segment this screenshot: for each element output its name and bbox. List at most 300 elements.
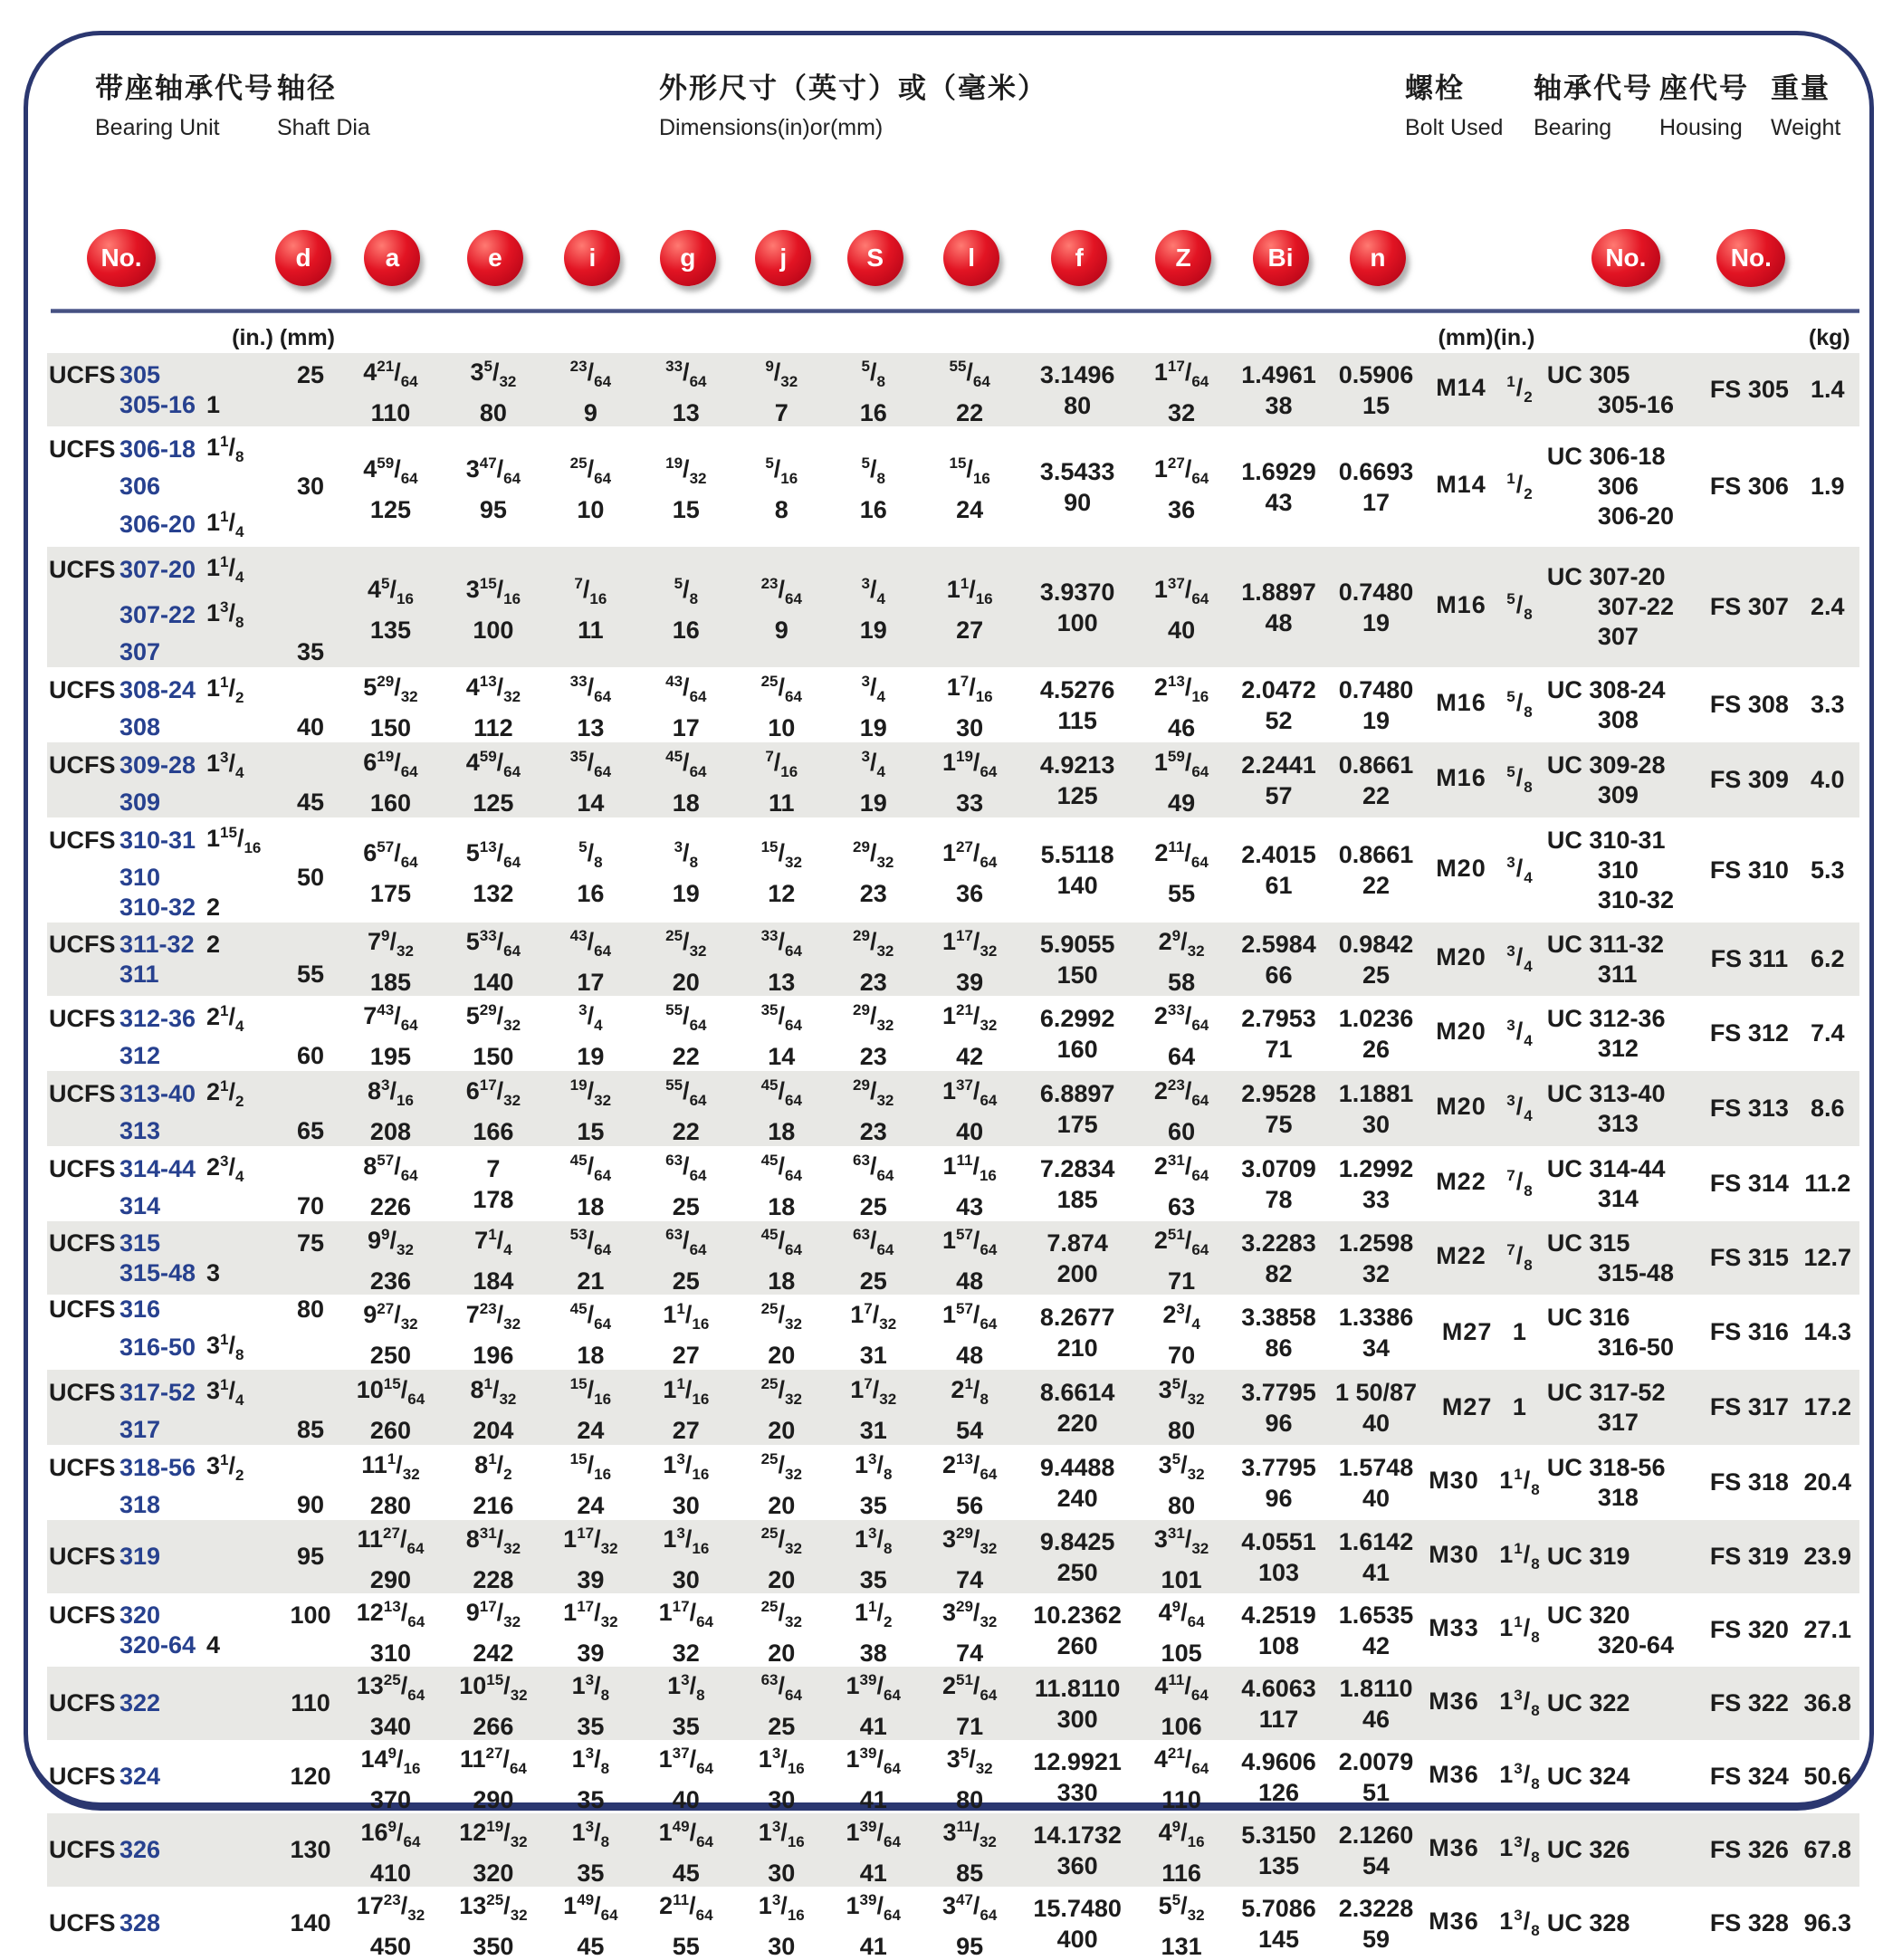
value-inch: 0.8661 xyxy=(1338,751,1414,779)
value-mm: 260 xyxy=(369,1417,411,1444)
value-inch: $1^{59}/_{64}$ xyxy=(1153,748,1209,780)
dim-n-cell xyxy=(1330,1295,1422,1370)
value-inch xyxy=(570,450,611,492)
badge-cell-n xyxy=(1332,230,1424,286)
dim-z-cell xyxy=(1135,547,1228,667)
value-inch: $4^5/_{16}$ xyxy=(367,575,414,607)
weight-value: 1.4 xyxy=(1811,376,1845,403)
dim-z-cell xyxy=(1135,996,1228,1071)
dim-a-cell xyxy=(339,667,441,742)
value-inch: $1^3/_8$ xyxy=(571,1745,610,1777)
value-inch: 5.3150 xyxy=(1241,1821,1316,1849)
l-column-badge: l xyxy=(943,230,999,286)
fraction: $^{25}/_{32}$ xyxy=(665,927,707,960)
fraction: $^9/_{16}$ xyxy=(1171,1818,1205,1850)
value-inch: $1^{57}/_{64}$ xyxy=(941,1300,998,1333)
dim-s-cell xyxy=(828,1667,919,1740)
fraction: $^{45}/_{64}$ xyxy=(760,1076,802,1109)
value-mm: 175 xyxy=(369,879,411,907)
bearing-number: UC 322 xyxy=(1546,1689,1630,1716)
dim-i-cell xyxy=(545,1813,636,1887)
fraction: $^{63}/_{64}$ xyxy=(853,1226,894,1258)
dim-bi-cell xyxy=(1229,1740,1329,1813)
value-mm: 25 xyxy=(1362,961,1390,989)
value-inch: 11.8110 xyxy=(1034,1674,1121,1702)
dim-e-cell xyxy=(443,1370,544,1445)
value-mm: 54 xyxy=(1362,1851,1390,1879)
value-inch xyxy=(853,997,894,1039)
value-mm: 71 xyxy=(956,1713,984,1740)
fraction: $^5/_8$ xyxy=(861,358,885,390)
value-inch: 3.9370 xyxy=(1039,578,1115,606)
dim-a-cell xyxy=(339,1445,441,1520)
bolt-size: M20 $^3/_4$ xyxy=(1436,942,1534,975)
bolt-cell xyxy=(1423,426,1545,547)
badge-cell-e xyxy=(444,230,546,286)
value-mm: 18 xyxy=(577,1342,605,1369)
value-inch xyxy=(570,1147,611,1190)
value-mm: 35 xyxy=(859,1492,887,1519)
ucfs-prefix: UCFS xyxy=(49,555,116,583)
bearing-unit-no-cell xyxy=(49,1445,339,1520)
value-inch: 8.6614 xyxy=(1039,1378,1115,1406)
value-mm: 95 xyxy=(956,1933,984,1960)
fraction: $^1/_{16}$ xyxy=(676,1375,710,1408)
fraction: $^1/_4$ xyxy=(488,1226,512,1258)
bearing-unit-no-cell xyxy=(49,742,339,817)
value-mm: 80 xyxy=(1064,391,1092,419)
weight-cell xyxy=(1798,667,1858,742)
value-mm: 80 xyxy=(1168,1492,1196,1519)
dim-j-cell xyxy=(736,426,827,547)
value-inch: 2.4015 xyxy=(1241,841,1316,868)
units-cell-i xyxy=(547,319,637,351)
fraction: $^3/_8$ xyxy=(1514,1760,1541,1793)
unit-number: 306 xyxy=(119,473,161,500)
dim-s-cell xyxy=(828,353,919,426)
dim-z-cell xyxy=(1135,1740,1228,1813)
bearing-no-cell xyxy=(1547,1221,1701,1295)
dim-i-cell xyxy=(545,353,636,426)
ucfs-prefix: UCFS xyxy=(49,1378,116,1406)
value-mm: 16 xyxy=(672,617,700,644)
shaft-dia-mm: 100 xyxy=(290,1601,331,1629)
value-inch: $12^{13}/_{64}$ xyxy=(356,1598,425,1630)
unit-number: 315-48 xyxy=(119,1258,196,1286)
value-inch: $1^1/_{16}$ xyxy=(663,1375,710,1408)
value-inch xyxy=(665,668,706,711)
fraction: $^3/_4$ xyxy=(1506,853,1534,886)
fraction: $^{43}/_{64}$ xyxy=(665,673,707,705)
fraction: $^{49}/_{64}$ xyxy=(577,1891,618,1924)
dim-s-cell xyxy=(828,996,919,1071)
fraction: $^1/_2$ xyxy=(488,1450,512,1483)
fraction: $^{55}/_{64}$ xyxy=(949,358,990,390)
fraction: $^{15}/_{32}$ xyxy=(760,837,802,871)
housing-no-cell xyxy=(1702,1295,1796,1370)
value-inch: 3.7795 xyxy=(1241,1378,1316,1406)
dim-a-cell xyxy=(339,996,441,1071)
header-bearing-unit-en: Bearing Unit xyxy=(95,115,220,140)
ucfs-prefix: UCFS xyxy=(49,1836,116,1863)
housing-no-cell xyxy=(1702,1146,1796,1221)
value-mm: 9 xyxy=(583,399,597,426)
housing-number: FS 308 xyxy=(1709,691,1789,718)
table-row xyxy=(47,1667,1859,1740)
dim-z-cell xyxy=(1135,667,1228,742)
unit-number: 305 xyxy=(119,360,161,388)
value-inch: $1^{39}/_{64}$ xyxy=(846,1818,901,1850)
dim-a-cell xyxy=(339,1071,441,1146)
value-mm: 32 xyxy=(1362,1259,1390,1287)
fraction: $^3/_8$ xyxy=(681,1671,705,1704)
dim-g-cell xyxy=(637,996,735,1071)
value-mm: 13 xyxy=(768,969,796,996)
header-weight-en: Weight xyxy=(1771,115,1841,140)
dim-l-cell xyxy=(920,1520,1019,1593)
bearing-no-cell xyxy=(1547,1740,1701,1813)
value-mm: 26 xyxy=(1362,1035,1390,1063)
dim-n-cell xyxy=(1330,426,1422,547)
value-inch: $2^1/_8$ xyxy=(951,1375,989,1408)
table-row xyxy=(47,426,1859,547)
value-mm: 125 xyxy=(1056,781,1098,809)
value-mm: 101 xyxy=(1161,1566,1202,1593)
value-mm: 30 xyxy=(768,1786,796,1813)
dim-a-cell xyxy=(339,1667,441,1740)
value-inch: 3.0709 xyxy=(1241,1154,1316,1182)
bearing-no-cell xyxy=(1547,817,1701,923)
weight-value: 23.9 xyxy=(1803,1543,1852,1570)
dim-n-cell xyxy=(1330,1520,1422,1593)
unit-no-line xyxy=(49,472,339,502)
bolt-size: M20 $^3/_4$ xyxy=(1436,853,1534,886)
dim-n-cell xyxy=(1330,547,1422,667)
dim-e-cell xyxy=(443,1740,544,1813)
housing-number: FS 318 xyxy=(1709,1468,1789,1496)
value-mm: 116 xyxy=(1161,1860,1201,1887)
fraction: $^3/_4$ xyxy=(861,748,885,780)
z-column-badge: Z xyxy=(1155,230,1211,286)
value-mm: 30 xyxy=(672,1492,700,1519)
value-inch: 5.9055 xyxy=(1039,930,1115,958)
bearing-unit-no-cell xyxy=(49,667,339,742)
housing-number: FS 305 xyxy=(1709,376,1789,403)
a-column-badge: a xyxy=(364,230,420,286)
dim-e-cell xyxy=(443,923,544,996)
housing-no-cell xyxy=(1702,353,1796,426)
value-inch: 0.7480 xyxy=(1338,578,1414,606)
fraction: $^{25}/_{64}$ xyxy=(569,454,612,487)
value-mm: 125 xyxy=(473,789,514,817)
weight-cell xyxy=(1798,1071,1858,1146)
value-mm: 78 xyxy=(1265,1185,1293,1213)
value-inch: $4^{11}/_{64}$ xyxy=(1154,1671,1209,1704)
unit-number: 313-40 xyxy=(119,1079,196,1107)
fraction: $^5/_8$ xyxy=(1506,590,1534,623)
fraction: $^{25}/_{32}$ xyxy=(486,1891,528,1924)
dim-s-cell xyxy=(828,1221,919,1295)
fraction: $^{17}/_{32}$ xyxy=(956,927,998,960)
bearing-unit-no-cell xyxy=(49,1520,339,1593)
dim-j-cell xyxy=(736,923,827,996)
shaft-dia-in: 2 xyxy=(206,930,221,958)
value-inch: 3.3858 xyxy=(1241,1303,1316,1331)
value-mm: 24 xyxy=(577,1417,605,1444)
dim-g-cell xyxy=(637,1887,735,1960)
dim-j-cell xyxy=(736,1593,827,1667)
value-mm: 66 xyxy=(1265,961,1293,989)
header-bolt-used xyxy=(1405,65,1503,141)
fraction: $^3/_4$ xyxy=(1176,1300,1200,1333)
value-mm: 112 xyxy=(473,714,513,741)
dim-j-cell xyxy=(736,1370,827,1445)
value-mm: 75 xyxy=(1265,1110,1293,1138)
dim-j-cell xyxy=(736,1071,827,1146)
header-bolt-used-zh: 螺栓 xyxy=(1405,72,1465,104)
value-mm: 27 xyxy=(956,617,984,644)
value-mm: 175 xyxy=(1056,1110,1098,1138)
value-inch: $5^{29}/_{32}$ xyxy=(465,1001,521,1034)
value-mm: 17 xyxy=(1362,488,1390,516)
fraction: $^{49}/_{64}$ xyxy=(672,1818,713,1850)
value-mm: 34 xyxy=(1362,1334,1390,1362)
unit-number: 314-44 xyxy=(119,1154,196,1182)
bearing-unit-no-cell xyxy=(49,1221,339,1295)
units-cell-l xyxy=(922,319,1021,351)
value-mm: 185 xyxy=(369,969,411,996)
fraction: $^{15}/_{16}$ xyxy=(220,824,262,856)
dim-g-cell xyxy=(637,742,735,817)
housing-no-cell xyxy=(1702,817,1796,923)
value-mm: 350 xyxy=(473,1933,514,1960)
fraction: $^7/_{32}$ xyxy=(864,1375,897,1408)
header-divider xyxy=(51,309,1859,313)
value-mm: 41 xyxy=(859,1786,887,1813)
value-mm: 48 xyxy=(956,1342,984,1369)
bearing-number: UC 319 xyxy=(1546,1543,1630,1570)
dim-s-cell xyxy=(828,1146,919,1221)
housing-no-cell xyxy=(1702,1740,1796,1813)
unit-no-line xyxy=(49,1490,339,1520)
dim-s-cell xyxy=(828,1593,919,1667)
bearing-number: UC 318-56 xyxy=(1546,1453,1666,1481)
bearing-unit-no-cell xyxy=(49,1146,339,1221)
value-mm: 10 xyxy=(768,714,796,741)
dim-bi-cell xyxy=(1229,1667,1329,1740)
ucfs-prefix: UCFS xyxy=(49,1689,116,1716)
table-row xyxy=(47,1071,1859,1146)
value-inch: 0.5906 xyxy=(1338,360,1414,388)
dim-n-cell xyxy=(1330,1370,1422,1445)
table-row xyxy=(47,1295,1859,1370)
value-inch: 4.2519 xyxy=(1241,1601,1316,1629)
bolt-cell xyxy=(1423,1445,1545,1520)
value-mm: 410 xyxy=(369,1860,411,1887)
value-inch xyxy=(570,1296,611,1338)
value-mm: 18 xyxy=(768,1267,796,1295)
value-inch: $1^{19}/_{64}$ xyxy=(941,748,998,780)
dim-bi-cell xyxy=(1229,742,1329,817)
n-column-badge: n xyxy=(1350,230,1406,286)
unit-no-line xyxy=(49,930,339,960)
value-mm: 240 xyxy=(1056,1484,1098,1512)
value-mm: 22 xyxy=(956,399,984,426)
table-row xyxy=(47,817,1859,923)
dim-e-cell xyxy=(443,667,544,742)
fraction: $^9/_{32}$ xyxy=(765,358,798,390)
units-weight: (kg) xyxy=(1808,325,1850,350)
dim-e-cell xyxy=(443,1593,544,1667)
value-mm: 140 xyxy=(1056,872,1098,899)
bolt-size: M27 1 xyxy=(1441,1393,1527,1420)
dim-z-cell xyxy=(1135,1146,1228,1221)
fraction: $^{19}/_{32}$ xyxy=(569,1076,612,1109)
unit-no-line xyxy=(49,547,339,592)
fraction: $^1/_8$ xyxy=(220,1331,244,1363)
value-inch xyxy=(853,923,894,965)
unit-number: 309 xyxy=(119,789,161,816)
value-mm: 132 xyxy=(473,879,514,907)
fraction: $^3/_4$ xyxy=(1506,942,1534,975)
fraction: $^{35}/_{64}$ xyxy=(760,1001,802,1034)
value-mm: 25 xyxy=(672,1267,700,1295)
value-mm: 40 xyxy=(1362,1484,1390,1512)
value-inch: $1^7/_{16}$ xyxy=(946,673,993,705)
dim-s-cell xyxy=(828,1445,919,1520)
value-mm: 16 xyxy=(859,399,887,426)
fraction: $^3/_8$ xyxy=(220,598,244,631)
value-mm: 18 xyxy=(768,1193,796,1220)
value-mm: 108 xyxy=(1258,1631,1300,1659)
ucfs-prefix: UCFS xyxy=(49,930,116,958)
value-mm: 200 xyxy=(1056,1259,1098,1287)
value-inch xyxy=(765,353,798,396)
weight-value: 7.4 xyxy=(1811,1019,1845,1047)
bearing-unit-no-cell xyxy=(49,547,339,667)
bearing-no-cell xyxy=(1547,1667,1701,1740)
fraction: $^{23}/_{64}$ xyxy=(760,575,802,607)
units-cell-bearing xyxy=(1549,319,1703,351)
value-mm: 340 xyxy=(369,1713,411,1740)
value-mm: 20 xyxy=(768,1492,796,1519)
shaft-dia-in: $1^3/_8$ xyxy=(206,598,244,631)
weight-value: 2.4 xyxy=(1811,593,1845,620)
dim-bi-cell xyxy=(1229,1593,1329,1667)
value-mm: 250 xyxy=(369,1342,411,1369)
fraction: $^{37}/_{64}$ xyxy=(956,1076,998,1109)
value-mm: 30 xyxy=(672,1566,700,1593)
unit-number: 315 xyxy=(119,1229,161,1257)
value-mm: 290 xyxy=(473,1786,514,1813)
bearing-number: UC 312-36 xyxy=(1546,1004,1666,1032)
fraction: $^{39}/_{64}$ xyxy=(859,1891,901,1924)
value-mm: 22 xyxy=(1362,872,1390,899)
fraction: $^7/_{16}$ xyxy=(960,673,993,705)
table-row xyxy=(47,1593,1859,1667)
fraction: $^3/_4$ xyxy=(220,749,244,781)
value-inch: $1^{27}/_{64}$ xyxy=(1153,454,1209,487)
fraction: $^3/_8$ xyxy=(585,1745,610,1777)
bearing-number: UC 317-52 xyxy=(1546,1378,1666,1406)
unit-no-line xyxy=(49,863,339,893)
value-inch xyxy=(665,743,706,786)
value-mm: 16 xyxy=(859,496,887,523)
value-mm: 18 xyxy=(577,1193,605,1220)
shaft-dia-in: $3^1/_8$ xyxy=(206,1331,244,1363)
value-mm: 45 xyxy=(672,1860,700,1887)
fraction: $^1/_8$ xyxy=(1514,1613,1541,1646)
fraction: $^3/_8$ xyxy=(868,1450,893,1483)
value-inch xyxy=(949,450,989,492)
units-cell-housing xyxy=(1704,319,1798,351)
fraction: $^3/_4$ xyxy=(861,575,885,607)
value-inch: 6.8897 xyxy=(1039,1079,1115,1107)
value-mm: 31 xyxy=(859,1342,887,1369)
value-inch xyxy=(674,570,698,613)
value-mm: 22 xyxy=(1362,781,1390,809)
value-mm: 310 xyxy=(369,1640,411,1667)
dim-l-cell xyxy=(920,1593,1019,1667)
value-mm: 33 xyxy=(956,789,984,817)
shaft-dia-mm: 35 xyxy=(296,638,325,665)
j-column-badge: j xyxy=(755,230,811,286)
value-mm: 15 xyxy=(577,1118,605,1145)
weight-cell xyxy=(1798,1370,1858,1445)
value-inch: $1^1/_2$ xyxy=(854,1598,893,1630)
value-mm: 20 xyxy=(768,1417,796,1444)
value-mm: 90 xyxy=(1064,488,1092,516)
value-inch: $5^{13}/_{64}$ xyxy=(465,837,521,871)
dim-g-cell xyxy=(637,1071,735,1146)
value-inch xyxy=(665,997,706,1039)
value-inch xyxy=(761,1072,802,1114)
header-bearing-zh: 轴承代号 xyxy=(1534,72,1653,104)
badge-cell-f xyxy=(1023,230,1136,286)
unit-number: 312-36 xyxy=(119,1004,196,1032)
bearing-number: UC 310-31 xyxy=(1546,826,1666,854)
dim-j-cell xyxy=(736,1667,827,1740)
value-inch: 2.9528 xyxy=(1241,1079,1316,1107)
value-mm: 45 xyxy=(577,1933,605,1960)
value-mm: 39 xyxy=(577,1566,605,1593)
units-cell-s xyxy=(830,319,921,351)
value-mm: 110 xyxy=(1161,1786,1201,1813)
bearing-unit-no-cell xyxy=(49,1887,339,1960)
fraction: $^{15}/_{16}$ xyxy=(569,1375,612,1408)
dim-e-cell xyxy=(443,996,544,1071)
dim-n-cell xyxy=(1330,742,1422,817)
units-cell-bolt xyxy=(1425,319,1547,351)
dim-s-cell xyxy=(828,1520,919,1593)
unit-no-line xyxy=(49,1071,339,1116)
value-mm: 236 xyxy=(369,1267,411,1295)
dim-g-cell xyxy=(637,353,735,426)
value-inch: $1^{11}/_{16}$ xyxy=(942,1152,997,1184)
dim-i-cell xyxy=(545,1887,636,1960)
fraction: $^9/_{32}$ xyxy=(381,927,414,960)
dim-l-cell xyxy=(920,426,1019,547)
unit-no-line xyxy=(49,502,339,547)
value-inch: $8^1/_{32}$ xyxy=(470,1375,517,1408)
value-mm: 63 xyxy=(1168,1193,1196,1220)
header-weight-zh: 重量 xyxy=(1771,72,1830,104)
value-inch: $6^{19}/_{64}$ xyxy=(363,748,418,780)
shaft-dia-mm: 95 xyxy=(296,1543,325,1570)
fraction: $^{29}/_{32}$ xyxy=(956,1525,998,1557)
dim-j-cell xyxy=(736,996,827,1071)
dim-f-cell xyxy=(1021,1370,1134,1445)
